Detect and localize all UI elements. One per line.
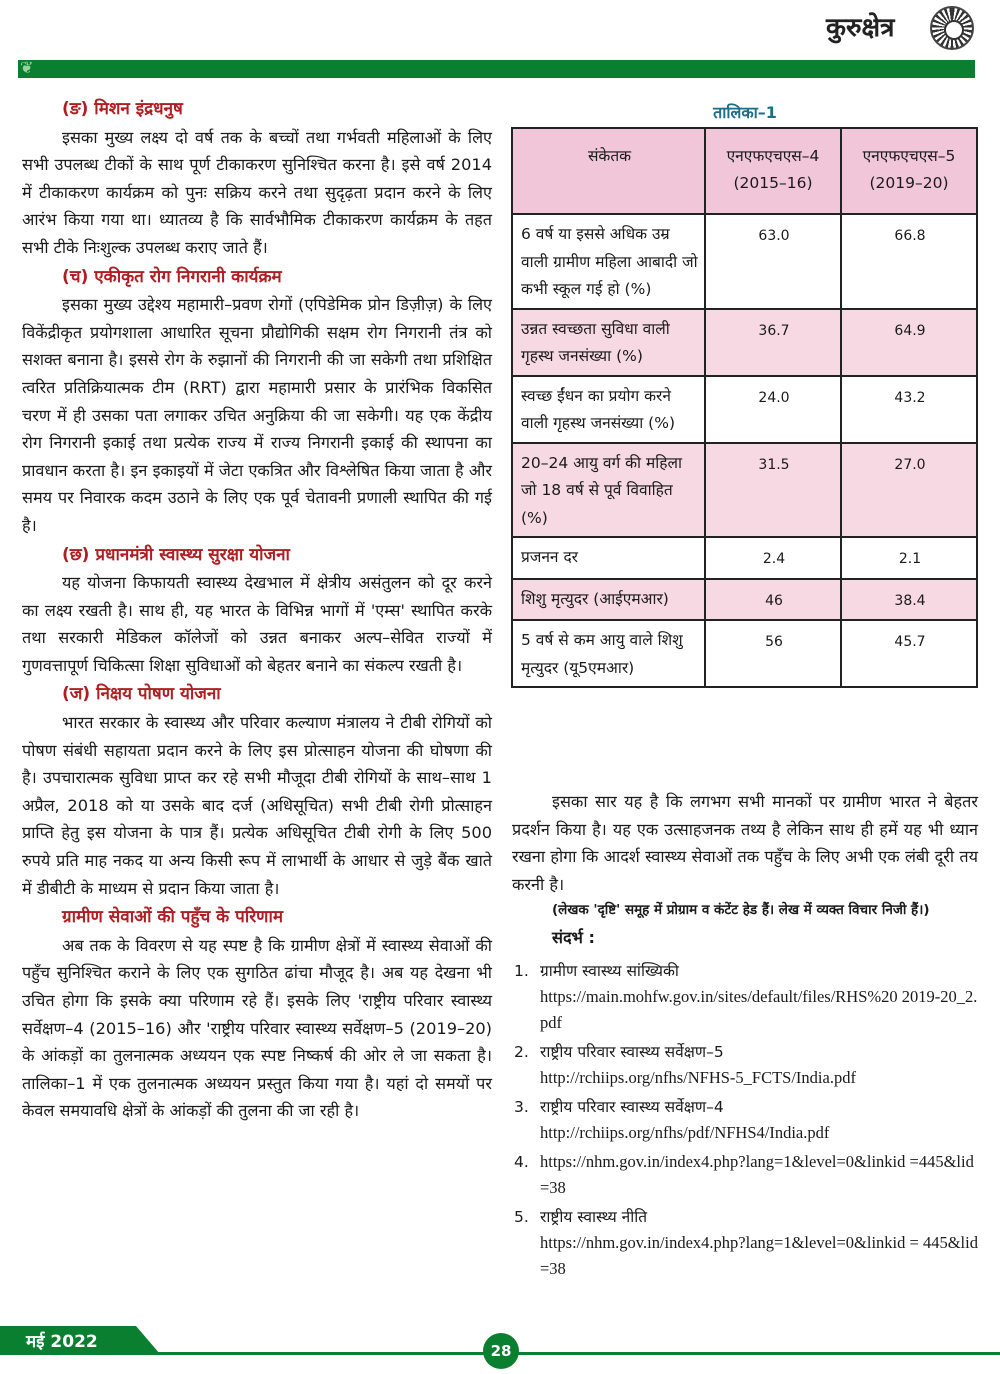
reference-link[interactable]: http://rchiips.org/nfhs/pdf/NFHS4/India.pdf (540, 1122, 830, 1142)
reference-number: 1. (514, 961, 529, 980)
nfhs4-cell: 31.5 (705, 443, 841, 538)
reference-link[interactable]: https://nhm.gov.in/index4.php?lang=1&level=0&linkid = 445&lid=38 (540, 1232, 978, 1278)
indicator-cell: 20–24 आयु वर्ग की महिला जो 18 वर्ष से पूर्व विवाहित (%) (512, 443, 705, 538)
reference-number: 4. (514, 1152, 529, 1171)
nfhs4-cell: 46 (705, 579, 841, 621)
reference-link[interactable]: https://main.mohfw.gov.in/sites/default/files/RHS%20 2019-20_2.pdf (540, 986, 978, 1032)
table-row (512, 214, 977, 309)
paragraph: यह योजना किफायती स्वास्थ्य देखभाल में क्षेत्रीय असंतुलन को दूर करने का लक्ष्य रखती है। साथ ही, यह भारत के विभिन्न भागों में 'एम्स' स्थापित करके तथा सरकारी मेडिकल कॉलेजों को उन्नत बनाकर अल्प–सेवित राज्यों में गुणवत्तापूर्ण चिकित्सा शिक्षा सुविधाओं को बेहतर बनाने का संकल्प रखती है। (22, 573, 492, 675)
header-bar (18, 60, 975, 78)
nfhs4-cell: 63.0 (705, 214, 841, 309)
table-row (512, 309, 977, 376)
table-row (512, 443, 977, 538)
section-heading: (ज) निक्षय पोषण योजना (62, 684, 221, 705)
issue-date: मई 2022 (26, 1332, 98, 1352)
reference-title: राष्ट्रीय परिवार स्वास्थ्य सर्वेक्षण–5 (540, 1042, 724, 1061)
emblem-icon (930, 6, 974, 50)
reference-title: राष्ट्रीय परिवार स्वास्थ्य सर्वेक्षण–4 (540, 1097, 724, 1116)
section-heading: ग्रामीण सेवाओं की पहुँच के परिणाम (62, 907, 284, 928)
reference-title: ग्रामीण स्वास्थ्य सांख्यिकी (540, 961, 679, 980)
nfhs4-cell: 36.7 (705, 309, 841, 376)
nfhs4-cell: 24.0 (705, 376, 841, 443)
right-column (512, 788, 978, 1285)
left-column (22, 94, 492, 1125)
section-heading: (छ) प्रधानमंत्री स्वास्थ्य सुरक्षा योजना (62, 544, 290, 565)
nfhs5-cell: 2.1 (841, 537, 977, 579)
section-heading: (ङ) मिशन इंद्रधनुष (62, 99, 183, 119)
references-heading: संदर्भ : (552, 928, 596, 948)
nfhs5-cell: 45.7 (841, 620, 977, 687)
reference-item (512, 958, 978, 1036)
table-header: एनएफएचएस–5 (2019–20) (841, 128, 977, 214)
nfhs4-cell: 56 (705, 620, 841, 687)
nfhs5-cell: 38.4 (841, 579, 977, 621)
comparison-table (511, 127, 978, 688)
table-row (512, 620, 977, 687)
table-row (512, 579, 977, 621)
paragraph: अब तक के विवरण से यह स्पष्ट है कि ग्रामीण क्षेत्रों में स्वास्थ्य सेवाओं की पहुँच सुनिश्चित कराने के लिए एक सुगठित ढांचा मौजूद है। अब यह देखना भी उचित होगा कि इसके क्या परिणाम रहे हैं। इसके लिए 'राष्ट्रीय परिवार स्वास्थ्य सर्वेक्षण–4 (2015–16) और 'राष्ट्रीय परिवार स्वास्थ्य सर्वेक्षण–5 (2019–20) के आंकड़ों का तुलनात्मक अध्ययन एक स्पष्ट निष्कर्ष की ओर ले जा सकता है। तालिका–1 में एक तुलनात्मक अध्ययन प्रस्तुत किया गया है। यहां दो समयों पर केवल समयावधि क्षेत्रों के आंकड़ों की तुलना की जा रही है। (22, 935, 492, 1121)
page-number: 28 (483, 1333, 519, 1369)
reference-title: राष्ट्रीय स्वास्थ्य नीति (540, 1207, 648, 1226)
section-heading: (च) एकीकृत रोग निगरानी कार्यक्रम (62, 266, 282, 287)
nfhs4-cell: 2.4 (705, 537, 841, 579)
table-row (512, 537, 977, 579)
reference-item (512, 1039, 978, 1091)
nfhs5-cell: 64.9 (841, 309, 977, 376)
indicator-cell: उन्नत स्वच्छता सुविधा वाली गृहस्थ जनसंख्या (%) (512, 309, 705, 376)
reference-number: 3. (514, 1097, 529, 1116)
indicator-cell: शिशु मृत्युदर (आईएमआर) (512, 579, 705, 621)
indicator-cell: प्रजनन दर (512, 537, 705, 579)
table-header: संकेतक (512, 128, 705, 214)
reference-item (512, 1149, 978, 1201)
paragraph: भारत सरकार के स्वास्थ्य और परिवार कल्याण मंत्रालय ने टीबी रोगियों को पोषण संबंधी सहायता प्रदान करने के लिए इस प्रोत्साहन योजना की घोषणा की है। उपचारात्मक सुविधा प्राप्त कर रहे सभी मौजूदा टीबी रोगियों के साथ–साथ 1 अप्रैल, 2018 को या उसके बाद दर्ज (अधिसूचित) सभी टीबी रोगी प्रोत्साहन प्राप्ति हेतु इस योजना के पात्र हैं। प्रत्येक अधिसूचित टीबी रोगी के लिए 500 रुपये प्रति माह नकद या अन्य किसी रूप में लाभार्थी के आधार से जुड़े बैंक खाते में डीबीटी के माध्यम से प्रदान किया जाता है। (22, 713, 492, 898)
paragraph: इसका मुख्य लक्ष्य दो वर्ष तक के बच्चों तथा गर्भवती महिलाओं के लिए सभी उपलब्ध टीकों के साथ पूर्ण टीकाकरण सुनिश्चित करना है। इसे वर्ष 2014 में टीकाकरण कार्यक्रम को पुनः सक्रिय करने तथा सुदृढ़ता प्रदान करने के लिए आरंभ किया गया था। ध्यातव्य है कि सार्वभौमिक टीकाकरण कार्यक्रम के तहत सभी टीके निःशुल्क उपलब्ध कराए जाते हैं। (22, 127, 492, 257)
indicator-cell: 5 वर्ष से कम आयु वाले शिशु मृत्युदर (यू5एमआर) (512, 620, 705, 687)
indicator-cell: स्वच्छ ईंधन का प्रयोग करने वाली गृहस्थ जनसंख्या (%) (512, 376, 705, 443)
reference-item (512, 1094, 978, 1146)
references-list (512, 958, 978, 1282)
table-row (512, 376, 977, 443)
table-header-row (512, 128, 977, 214)
indicator-cell: 6 वर्ष या इससे अधिक उम्र वाली ग्रामीण महिला आबादी जो कभी स्कूल गई हो (%) (512, 214, 705, 309)
reference-link[interactable]: https://nhm.gov.in/index4.php?lang=1&level=0&linkid =445&lid=38 (540, 1151, 974, 1197)
conclusion-paragraph: इसका सार यह है कि लगभग सभी मानकों पर ग्रामीण भारत ने बेहतर प्रदर्शन किया है। यह एक उत्साहजनक तथ्य है लेकिन साथ ही हमें यह भी ध्यान रखना होगा कि आदर्श स्वास्थ्य सेवाओं तक पहुँच के लिए अभी एक लंबी दूरी तय करनी है। (512, 792, 978, 894)
nfhs5-cell: 66.8 (841, 214, 977, 309)
author-note: (लेखक 'दृष्टि' समूह में प्रोग्राम व कंटेंट हेड हैं। लेख में व्यक्त विचार निजी हैं।) (552, 902, 930, 919)
nfhs5-cell: 43.2 (841, 376, 977, 443)
reference-number: 5. (514, 1207, 529, 1226)
table-header: एनएफएचएस–4 (2015–16) (705, 128, 841, 214)
nfhs5-cell: 27.0 (841, 443, 977, 538)
leaf-icon: ❦ (20, 58, 34, 77)
reference-number: 2. (514, 1042, 529, 1061)
reference-link[interactable]: http://rchiips.org/nfhs/NFHS-5_FCTS/India.pdf (540, 1067, 856, 1087)
paragraph: इसका मुख्य उद्देश्य महामारी–प्रवण रोगों (एपिडेमिक प्रोन डिज़ीज़) के लिए विकेंद्रीकृत प्रयोगशाला आधारित सूचना प्रौद्योगिकी सक्षम रोग निगरानी तंत्र को सशक्त बनाना है। इससे रोग के रुझानों की निगरानी की जा सकेगी तथा प्रशिक्षित त्वरित प्रतिक्रियात्मक टीम (RRT) द्वारा महामारी प्रसार के प्रारंभिक विकसित चरण में ही उसका पता लगाकर उचित अनुक्रिया की जा सकेगी। यह एक केंद्रीय रोग निगरानी इकाई तथा प्रत्येक राज्य में राज्य निगरानी इकाई की स्थापना का प्रावधान करता है। इन इकाइयों में जेटा एकत्रित और विश्लेषित किया जाता है और समय पर निवारक कदम उठाने के लिए एक पूर्व चेतावनी प्रणाली स्थापित की गई है। (22, 295, 492, 535)
table-title: तालिका–1 (713, 103, 777, 122)
magazine-name: कुरुक्षेत्र (826, 13, 895, 43)
reference-item (512, 1204, 978, 1282)
